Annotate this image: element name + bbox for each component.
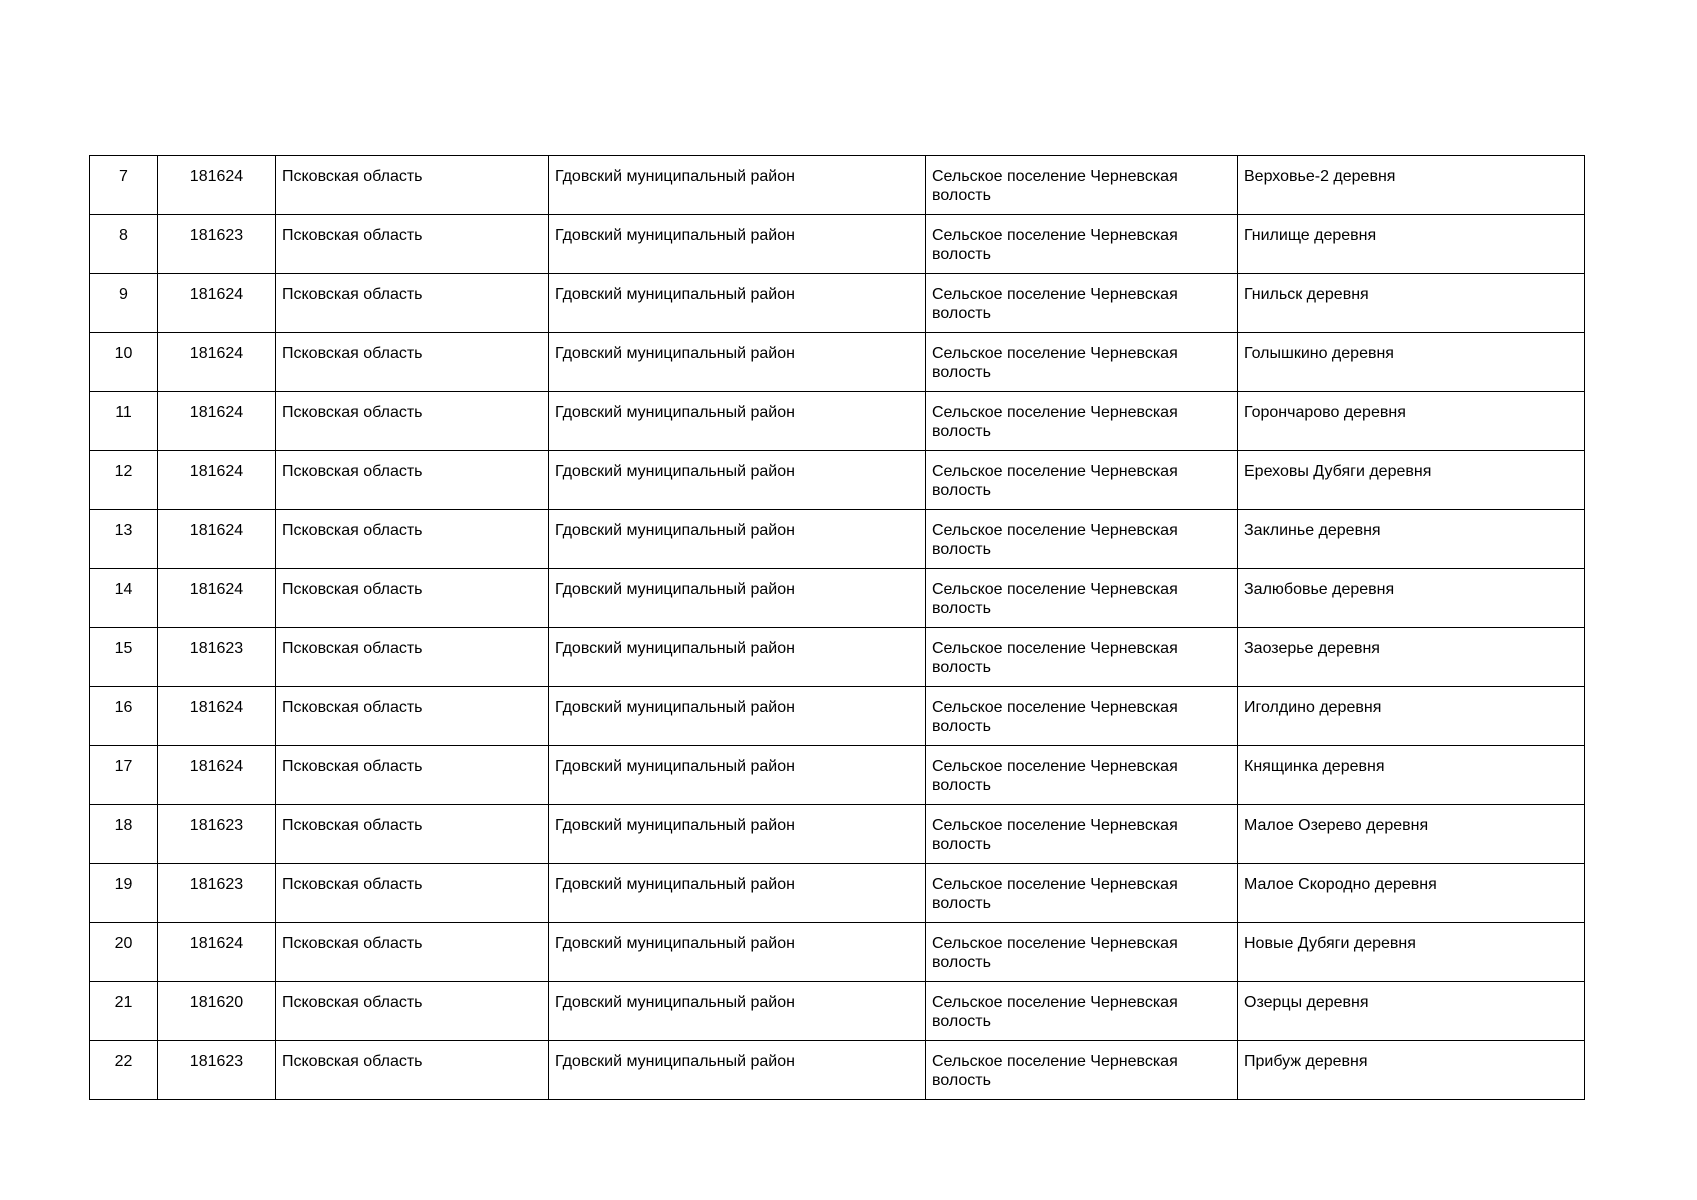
locality-cell: Ереховы Дубяги деревня (1238, 451, 1585, 510)
table-row (90, 746, 1585, 805)
row-number-cell: 14 (90, 569, 158, 628)
district-cell: Гдовский муниципальный район (549, 569, 926, 628)
region-cell: Псковская область (276, 628, 549, 687)
locality-cell: Гнильск деревня (1238, 274, 1585, 333)
postal-index-cell: 181623 (158, 215, 276, 274)
row-number-cell: 12 (90, 451, 158, 510)
row-number-cell: 21 (90, 982, 158, 1041)
row-number-cell: 22 (90, 1041, 158, 1100)
row-number-cell: 18 (90, 805, 158, 864)
settlement-cell: Сельское поселение Черневская волость (926, 864, 1238, 923)
district-cell: Гдовский муниципальный район (549, 746, 926, 805)
row-number-cell: 17 (90, 746, 158, 805)
settlement-cell: Сельское поселение Черневская волость (926, 1041, 1238, 1100)
settlement-cell: Сельское поселение Черневская волость (926, 510, 1238, 569)
district-cell: Гдовский муниципальный район (549, 923, 926, 982)
settlement-cell: Сельское поселение Черневская волость (926, 628, 1238, 687)
region-cell: Псковская область (276, 156, 549, 215)
region-cell: Псковская область (276, 215, 549, 274)
postal-index-cell: 181620 (158, 982, 276, 1041)
table-row (90, 510, 1585, 569)
region-cell: Псковская область (276, 923, 549, 982)
postal-index-cell: 181624 (158, 746, 276, 805)
region-cell: Псковская область (276, 805, 549, 864)
row-number-cell: 8 (90, 215, 158, 274)
locality-cell: Озерцы деревня (1238, 982, 1585, 1041)
region-cell: Псковская область (276, 451, 549, 510)
locality-cell: Малое Скородно деревня (1238, 864, 1585, 923)
table-row (90, 333, 1585, 392)
locality-table (89, 155, 1585, 1100)
district-cell: Гдовский муниципальный район (549, 982, 926, 1041)
locality-cell: Княщинка деревня (1238, 746, 1585, 805)
row-number-cell: 10 (90, 333, 158, 392)
table-row (90, 628, 1585, 687)
postal-index-cell: 181623 (158, 805, 276, 864)
row-number-cell: 13 (90, 510, 158, 569)
locality-cell: Заклинье деревня (1238, 510, 1585, 569)
district-cell: Гдовский муниципальный район (549, 805, 926, 864)
settlement-cell: Сельское поселение Черневская волость (926, 215, 1238, 274)
locality-cell: Верховье-2 деревня (1238, 156, 1585, 215)
settlement-cell: Сельское поселение Черневская волость (926, 156, 1238, 215)
district-cell: Гдовский муниципальный район (549, 864, 926, 923)
table-row (90, 215, 1585, 274)
table-row (90, 982, 1585, 1041)
region-cell: Псковская область (276, 333, 549, 392)
settlement-cell: Сельское поселение Черневская волость (926, 746, 1238, 805)
settlement-cell: Сельское поселение Черневская волость (926, 451, 1238, 510)
locality-cell: Залюбовье деревня (1238, 569, 1585, 628)
postal-index-cell: 181623 (158, 1041, 276, 1100)
locality-cell: Новые Дубяги деревня (1238, 923, 1585, 982)
region-cell: Псковская область (276, 687, 549, 746)
locality-cell: Иголдино деревня (1238, 687, 1585, 746)
postal-index-cell: 181624 (158, 333, 276, 392)
postal-index-cell: 181624 (158, 274, 276, 333)
district-cell: Гдовский муниципальный район (549, 687, 926, 746)
region-cell: Псковская область (276, 746, 549, 805)
district-cell: Гдовский муниципальный район (549, 274, 926, 333)
table-row (90, 451, 1585, 510)
table-row (90, 864, 1585, 923)
locality-cell: Голышкино деревня (1238, 333, 1585, 392)
row-number-cell: 9 (90, 274, 158, 333)
district-cell: Гдовский муниципальный район (549, 451, 926, 510)
region-cell: Псковская область (276, 1041, 549, 1100)
settlement-cell: Сельское поселение Черневская волость (926, 274, 1238, 333)
postal-index-cell: 181624 (158, 392, 276, 451)
postal-index-cell: 181623 (158, 628, 276, 687)
region-cell: Псковская область (276, 274, 549, 333)
settlement-cell: Сельское поселение Черневская волость (926, 923, 1238, 982)
row-number-cell: 16 (90, 687, 158, 746)
settlement-cell: Сельское поселение Черневская волость (926, 982, 1238, 1041)
locality-cell: Заозерье деревня (1238, 628, 1585, 687)
table-body (90, 156, 1585, 1100)
table-row (90, 805, 1585, 864)
table-row (90, 923, 1585, 982)
district-cell: Гдовский муниципальный район (549, 628, 926, 687)
region-cell: Псковская область (276, 510, 549, 569)
locality-cell: Гнилище деревня (1238, 215, 1585, 274)
table-row (90, 1041, 1585, 1100)
district-cell: Гдовский муниципальный район (549, 215, 926, 274)
settlement-cell: Сельское поселение Черневская волость (926, 687, 1238, 746)
district-cell: Гдовский муниципальный район (549, 1041, 926, 1100)
region-cell: Псковская область (276, 392, 549, 451)
postal-index-cell: 181624 (158, 510, 276, 569)
district-cell: Гдовский муниципальный район (549, 333, 926, 392)
postal-index-cell: 181624 (158, 923, 276, 982)
row-number-cell: 11 (90, 392, 158, 451)
settlement-cell: Сельское поселение Черневская волость (926, 333, 1238, 392)
district-cell: Гдовский муниципальный район (549, 156, 926, 215)
table-row (90, 687, 1585, 746)
locality-cell: Прибуж деревня (1238, 1041, 1585, 1100)
postal-index-cell: 181624 (158, 451, 276, 510)
row-number-cell: 20 (90, 923, 158, 982)
settlement-cell: Сельское поселение Черневская волость (926, 805, 1238, 864)
table-row (90, 569, 1585, 628)
region-cell: Псковская область (276, 569, 549, 628)
locality-cell: Малое Озерево деревня (1238, 805, 1585, 864)
postal-index-cell: 181623 (158, 864, 276, 923)
region-cell: Псковская область (276, 982, 549, 1041)
settlement-cell: Сельское поселение Черневская волость (926, 569, 1238, 628)
table-row (90, 156, 1585, 215)
row-number-cell: 15 (90, 628, 158, 687)
row-number-cell: 19 (90, 864, 158, 923)
postal-index-cell: 181624 (158, 687, 276, 746)
region-cell: Псковская область (276, 864, 549, 923)
locality-cell: Горончарово деревня (1238, 392, 1585, 451)
table-row (90, 392, 1585, 451)
postal-index-cell: 181624 (158, 569, 276, 628)
postal-index-cell: 181624 (158, 156, 276, 215)
district-cell: Гдовский муниципальный район (549, 392, 926, 451)
row-number-cell: 7 (90, 156, 158, 215)
table-row (90, 274, 1585, 333)
district-cell: Гдовский муниципальный район (549, 510, 926, 569)
settlement-cell: Сельское поселение Черневская волость (926, 392, 1238, 451)
